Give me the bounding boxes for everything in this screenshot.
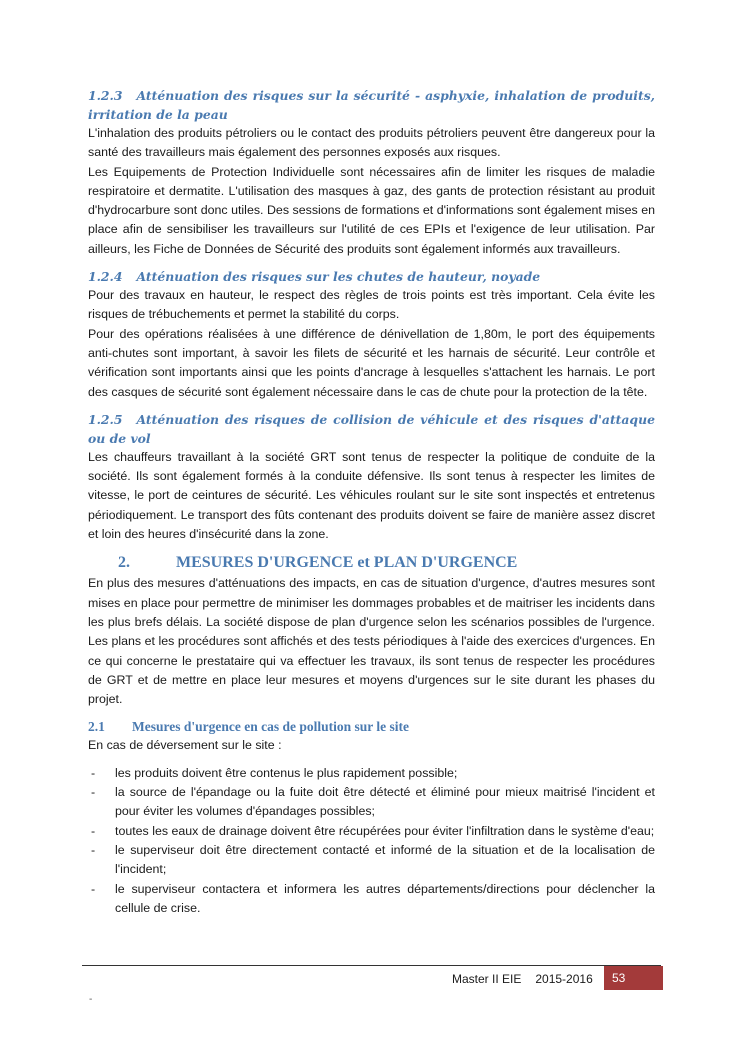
dash-list [88,764,655,918]
paragraph: En cas de déversement sur le site : [88,738,282,753]
footer [452,969,593,989]
heading-title: Atténuation des risques sur la sécurité - asphyxie, inhalation de produits, irritation de la peau [88,88,655,122]
paragraph: Pour des opérations réalisées à une différence de dénivellation de 1,80m, le port des équipements anti-chutes sont important, à savoir les filets de sécurité et les harnais de sécurité. Leur contrôle et vérification sont importants ainsi que les points d'ancrage à lesquelles s'attachent les harnais. Le port des casques de sécurité sont également nécessaire dans le cas de chute pour la protection de la tête. [88,326,655,399]
heading-1-2-3 [88,86,655,124]
paragraph: L'inhalation des produits pétroliers ou le contact des produits pétroliers peuvent être dangereux pour la santé des travailleurs mais également des personnes exposés aux risques. [88,126,655,160]
dash-marker: - [91,785,96,800]
heading-2-1 [88,717,655,736]
footer-program: Master II EIE [452,972,522,986]
heading-number: 1.2.3 [88,88,123,103]
paragraph: Les Equipements de Protection Individuelle sont nécessaires afin de limiter les risques de maladie respiratoire et dermatite. L'utilisation des masques à gaz, des gants de protection résistant au produit d'hydrocarbure sont donc utiles. Des sessions de formations et d'informations sont également mises en place afin de sensibiliser les travailleurs sur l'utilité de ces EPIs et l'exigence de leur utilisation. Par ailleurs, les Fiche de Données de Sécurité des produits sont également informés aux travailleurs. [88,164,655,256]
list-item-text: la source de l'épandage ou la fuite doit être détecté et éliminé pour mieux maitrisé l'incident et pour éviter les volumes d'épandages possibles; [115,785,655,819]
heading-title: Atténuation des risques sur les chutes de hauteur, noyade [136,269,541,285]
footer-divider [82,965,661,966]
list-item [88,841,655,880]
dash-marker: - [91,823,96,838]
heading-1-2-5 [88,410,655,448]
heading-2 [118,552,655,574]
heading-number: 1.2.5 [88,411,123,427]
list-item [88,822,655,841]
paragraph: Les chauffeurs travaillant à la société GRT sont tenus de respecter la politique de conduite de la société. Ils sont également formés à la conduite défensive. Ils sont tenus à respecter les limites de vitesse, le port de ceintures de sécurité. Les véhicules roulant sur le site sont inspectés et entretenus périodiquement. Le transport des fûts contenant des produits doivent se faire de manière assez discret et loin des heures d'insécurité dans la zone. [88,449,655,542]
list-item [88,783,655,822]
list-item-text: le superviseur doit être directement contacté et informé de la situation et de la localisation de l'incident; [115,842,655,877]
heading-number: 1.2.4 [88,269,123,285]
page-number: 53 [604,966,663,990]
list-item-text: le superviseur contactera et informera les autres départements/directions pour déclencher la cellule de crise. [115,881,655,915]
dash-marker: - [91,842,96,857]
list-item-text: les produits doivent être contenus le plus rapidement possible; [115,765,458,780]
heading-1-2-4 [88,267,655,286]
paragraph: En plus des mesures d'atténuations des impacts, en cas de situation d'urgence, d'autres mesures sont mises en place pour permettre de minimiser les dommages probables et de maitriser les incidents dans les plus brefs délais. La société dispose de plan d'urgence selon les scénarios possibles de l'urgence. Les plans et les procédures sont affichés et des tests périodiques à l'aide des exercices d'urgences. En ce qui concerne le prestataire qui va effectuer les travaux, ils sont tenus de respecter les procédures de GRT et de mettre en place leur mesures et moyens d'urgences sur le site durant les phases du projet. [88,576,655,707]
paragraph: Pour des travaux en hauteur, le respect des règles de trois points est très important. Cela évite les risques de trébuchements et permet la stabilité du corps. [88,288,655,322]
list-item [88,764,655,783]
dash-marker: - [91,765,96,780]
stray-mark: - [89,994,93,1005]
heading-title: Mesures d'urgence en cas de pollution sur le site [132,719,409,735]
heading-title: MESURES D'URGENCE et PLAN D'URGENCE [176,554,518,572]
heading-title: Atténuation des risques de collision de véhicule et des risques d'attaque ou de vol [88,411,655,446]
heading-number: 2. [118,554,130,572]
dash-marker: - [91,881,96,896]
page-content [88,86,655,918]
list-item [88,880,655,919]
list-item-text: toutes les eaux de drainage doivent être récupérées pour éviter l'infiltration dans le système d'eau; [115,823,655,838]
footer-years: 2015-2016 [535,972,593,986]
heading-number: 2.1 [88,719,105,735]
